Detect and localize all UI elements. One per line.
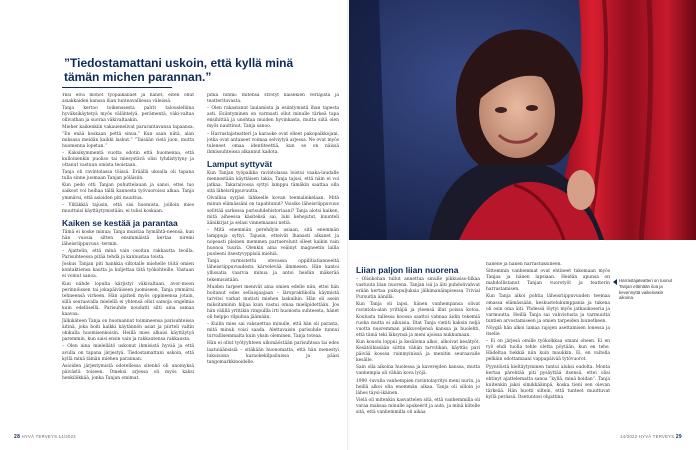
paragraph: – Olen rakastanut laulamista ja esiintymistä ihan tapesta asti. Esiintyminen on varmasti ollut minulle tärkeä tapa ensihittää ja unohtaa muiden hyvinkasta, mutta siitä olen myös nauttinut, Tanja sanoo.	[207, 106, 339, 130]
folio-left	[14, 434, 76, 440]
paragraph: Joskus Tanjan piti hankkia siltotalle miehelle töitä omien kontaktiensa kautta ja kuljettaa tätä työkohteille. Vastaan ei voinut sanoa.	[62, 262, 194, 280]
paragraph: Mieher kaikenkiin vakauenelivat pararantavansa tapaansa. ”En enää koskaan pettä sinua.” Kun saan niitä, alan miksasa meidän kaikki laskut.” ”Taisään vielä juon, mutta huomenna lopetan.”	[62, 125, 194, 149]
paragraph: Muiden tarpeet menivät aina omien edelle niin, ettei hän hoitanut edes sellaisjaajaan – läropraktikolla käymistä tarvitsi varkat mutisti miehen laskuihin. Hän oli asein miksitaminin hiljaa kuin vastui omaa mielipidettään. Jos hän välillä yrittikin rimpullla irti huonosta suhteesta, hänet oli helppo rilpuhua jäämään.	[207, 284, 339, 321]
photo-caption: Harrastajateatteri on tuonut Tanjan elämään iloa ja kevennyttä vaikeinakin aikoina.	[619, 278, 673, 301]
article-column-1	[62, 93, 194, 438]
paragraph: Tämä ei koske minua; Tanja muistaa hymähtä-neensä, kun hän vuosia sitten ensimmäistä kertaa niremi läheisriippuvuus -termin.	[62, 229, 194, 247]
paragraph: Nöygiä hän alkoi lamaa rajojen asettamisen lonessa ja itselle.	[486, 325, 610, 338]
portrait-illustration	[349, 0, 696, 240]
paragraph: hänelle ja hänen harrastuksilleen.	[486, 262, 562, 267]
page-number: 28	[14, 434, 21, 440]
paragraph: Asioiden järjestymistä odotellessa sitenkö oli unomyksä päivästä toiseen. Omeksi arjessa oli myös kaksi henkilökkää, jonka Tanjan omimat.	[62, 363, 194, 381]
paragraph: Hän ei ollut työtyyhteen ulkonäöstään parisuhtssa tai edes laatuiäänsisiä – sitäkään huonomatta, että hän menestyi lukuisissa karaokekilpailuissa ja pääsi tangomarkkinoidelle.	[207, 341, 339, 365]
paragraph: Kun nähde lopulta kärjistyi väkivaltaan, avor-moon perinnöissen tai jokapäiväiseen juomiseen, Tanja ymmärsi tehneensä virheen. Hän ajatteli myös oppineensa jotain, sillä seuraavalla mielellä ei yhtensä ollut samoja ongelmia kuin edellisellä. Parisuhde noudatti silti aina samaa kaavaa.	[62, 281, 194, 317]
article-column-3	[356, 262, 480, 437]
quote-divider	[62, 87, 172, 88]
caption-arrow-icon	[613, 279, 617, 285]
page-number: 29	[675, 434, 682, 440]
paragraph: 1990 -luvulla vanhempien ravintolayritys meni nurin, ja heillä alkoi olla enemmän aikaa. Tanja oli silloin jo lähes täysi-ikäinen.	[356, 378, 480, 396]
paragraph: Kun pedo otti Tanjan puhuttelauan ja sanoi, ettei tuo saikoot voi heihaa tällä kannesta työvuoroissi alkaa. Tanja ymmärsi, että asioiden piti muuttua.	[62, 183, 194, 201]
paragraph: – Ylitäkkiä tajusin, että sisi huomista, joilloin mies muuttuisi käyttäytymistään, ei tulisi koskaan.	[62, 202, 194, 214]
subheading: Lamput syttyvät	[207, 158, 273, 169]
paragraph: Pyyntöistä kieltäytyminen tuntui aluksi oudolta. Monta kertaa pärehtää piti pysäyttää itsensä, ettei olisi ehtinyt ajattelematta sanoa ”kyllä, minä hoidan”. Tanja kuitenkin jaksi simikkäämpä, koska tieni sen olevan tärkeää. Hän huotti siltein, että tunteet muuttuvat kyllä perässä. Itsetuntosi ohjattina	[486, 364, 610, 400]
paragraph: Sain olla aikoina huolessa ja kaverejden kanssa, mutta vanhempia oli vähän kova lyöjä.	[356, 365, 480, 377]
paragraph: Kun Tanja oli lapsi, hänen vanhempansa olivat ravintola-alan yrittäjiä ja yleensä illat poissa kotoa. Koulusta tullessa koossa saattoi vahnaa äidin tekemiä ruoka mutta ei aikuisia. Iltat Tanja vietiti kaksin neljä vuotta nuoremman pikkuveljensä kanssa ja huolehti, että tämä teki läksynsä ja meni ajoissa nukkumaan.	[356, 302, 480, 338]
paragraph: – Olisikohan tullut annettua sinulle pikkusiso-lilkaa vastuuta liian nuorena. Tanjan isä ja äiti puhdolivahvat erään kertaa pukupuljuksia jälkimanäinpisessa Trivial Pursuitin äänillä.	[356, 277, 480, 301]
paragraph: Yksi elvä mohot työpaikallaet ja hänet, eiten ollut asiakkaiden kanssa liian tunteavalliessa väleissä.	[62, 93, 194, 105]
portrait-photo	[349, 0, 696, 240]
paragraph: – Harrastajateatteri ja karaoke ovat olleet pakopaikkojani, jotka ovat antaneet voimaa selviytyä arjessa. Ne ovat myös tuleneet omaa identiteettiä, kun se on näissä ihmissuhteissa alkannut kadota.	[207, 131, 339, 155]
paragraph: Sittemmin vanhemmat ovat ehtineet tukemaan myös Tanjaa ja hänen lapsiaan. Heidän apunsa on mahdollistanut Tanjan vuorotyöt ja teatterin harrastamisen.	[486, 269, 610, 293]
article-column-4	[486, 262, 610, 437]
pull-quote: ”Tiedostamattani uskoin, että kyllä minä tämän michen parannan.”	[64, 56, 294, 84]
folio-right	[620, 434, 682, 440]
paragraph: – Ajattelin, että minä vain osoitan rakkautta teoilla. Parisuhteessa pitää tehdä ja kannustaa toista.	[62, 249, 194, 261]
paragraph: Tanja varmistettu otevassa oppilitiatianneeltä läheisriippuvuudesta kärvelevää ilmmesen. Hän kantoi yllissatia vaarvia minua ja antoi heidän mäkerää tekemisistään.	[207, 259, 339, 283]
paragraph: pitkä hihmi: mitehsa strotyt kaisekien verläjistä ja teatterituvasta.	[207, 93, 339, 105]
paragraph: Kun kouolu loppui ja kesäloma alkoi, alkoivat kesätyöt. Kesätöihissään siittin vähän tarvitikan, käyttäs pari päivää koossa ruinmyinissä ja menitin seuraavalle kesälle.	[356, 339, 480, 364]
magazine-name: HYVÄ TERVEYS 14/2022	[21, 434, 76, 439]
paragraph: – Kuilin mies sai vaksuettua minulle, että hän oli parasta, mitä minuk voisi saada. Alettavaisin parisuhde tunnui turvallisemmalta kuin yksin oleminen, Tanja toteaa.	[207, 322, 339, 340]
paragraph: Olvallisa syrjäsi lähkeelle kovan teemalinkelaan. Mitä minun elämässäni on tapahtunut? Voisiko läheisriippuvuus selittää sarkessa parisuhdehistoriaani? Tanja alotsi kaiken, mitä aiheessa käsiteksä sai, luki kehejutut, kuunteli äänikirjat ja selasi vinnemaansi netiä.	[207, 196, 339, 226]
paragraph: Tanja kertoo toikenssesta palrit talouslelliina hyväksikäytetyä myös välähtelyä, perämentä, väki-valtaa ollivathan ja suoraa väkivaltaakin.	[62, 106, 194, 124]
paragraph: – Kaksikymmentä vuotta odotin että huomenna, että kulloinenkin puoliso tai miesystävä olisi tyhdistytyny ja ottanut vastuun omista teoistaan.	[62, 150, 194, 169]
paragraph: – Mitä enemmän perehdyin asiaan, sitä enemmän lamppuja syttyi. Tajusin, etteivät lhanasti alkanet ja nopeasti pleinen memmen partuerelunt olleet kaikin vain huonoa tuuria. Olenkin aina veäinyt magneetin lailla puoleeni itsestyvyppisiä miehiä.	[207, 227, 339, 258]
magazine-name: 14/2022 HYVÄ TERVEYS	[620, 434, 675, 439]
paragraph: Jälkikäteen Tanja on huomannut toimineensa parisuhteissa äitinä, joka hoiti kaikki käytännön asiat ja piirteli valtin ohikulla huomisenkoisin. Heillä mies alkaisi käyttäytyä paremmin, kun saisi ensin vain ja rakkautensa rakkausta.	[62, 319, 194, 343]
paragraph: Kun Tanjan työpaikka ravintolassa loistui vaaka-laudalle mennestään käyttäisen takia, Tanja tajusi, että näin ei voi jatkaa. Takaraivossa syttyi lamppu tämäkin saattaa olla sitä läheisriippuvuutta.	[207, 170, 339, 195]
subheading: Liian paljon liian nuorena	[356, 265, 459, 275]
paragraph: Tanja oli ravintolassa töissä. Eräällä ukoalla oli tapana tulla sinne juomaan Tanjan pöläisiin.	[62, 170, 194, 182]
paragraph: – Olen aina mielellätö uskonut ihmisistä hyvää ja että avulla on tapana järjestyä. Tiedostamattani uskoin, että kyllä minä tämän miehen parannan.	[62, 344, 194, 362]
paragraph: Kun Tanja alkoi pohtia läheisriippuvuuden teemaa omassa elämässään, keskustelukumppania ja tukena oli osin oma äiti. Yhdessä löytyi myös jatkaukoseria ja varmuutta. Heillä Tanja sai vahvistusta ja varmuutta tuntien arvostamiseen ja omien tarpeiden luunetkeen.	[486, 294, 610, 324]
paragraph: – Ei on järjesä omille työkolkkaa omani oheen. Ei en ryö ehdi tuolla tehle oletta pöytään, kun en tehe. Hädeltaa tiekkiä niin kuin maukkin. Ei, en valtella pelkäin odottamaani vappapäivää tytövuorot.	[486, 339, 610, 363]
subheading: Kaiken se kestää ja parantaa	[62, 217, 178, 228]
article-column-2	[207, 93, 339, 438]
paragraph: Vielä oli mitenkin kasvattelen sitä, että vanhemmilla oli varaa maksaa minulle apukeerit ja auto, ja minä kiitelle sitä, että vanhemmilla oli aikaa	[356, 397, 480, 415]
